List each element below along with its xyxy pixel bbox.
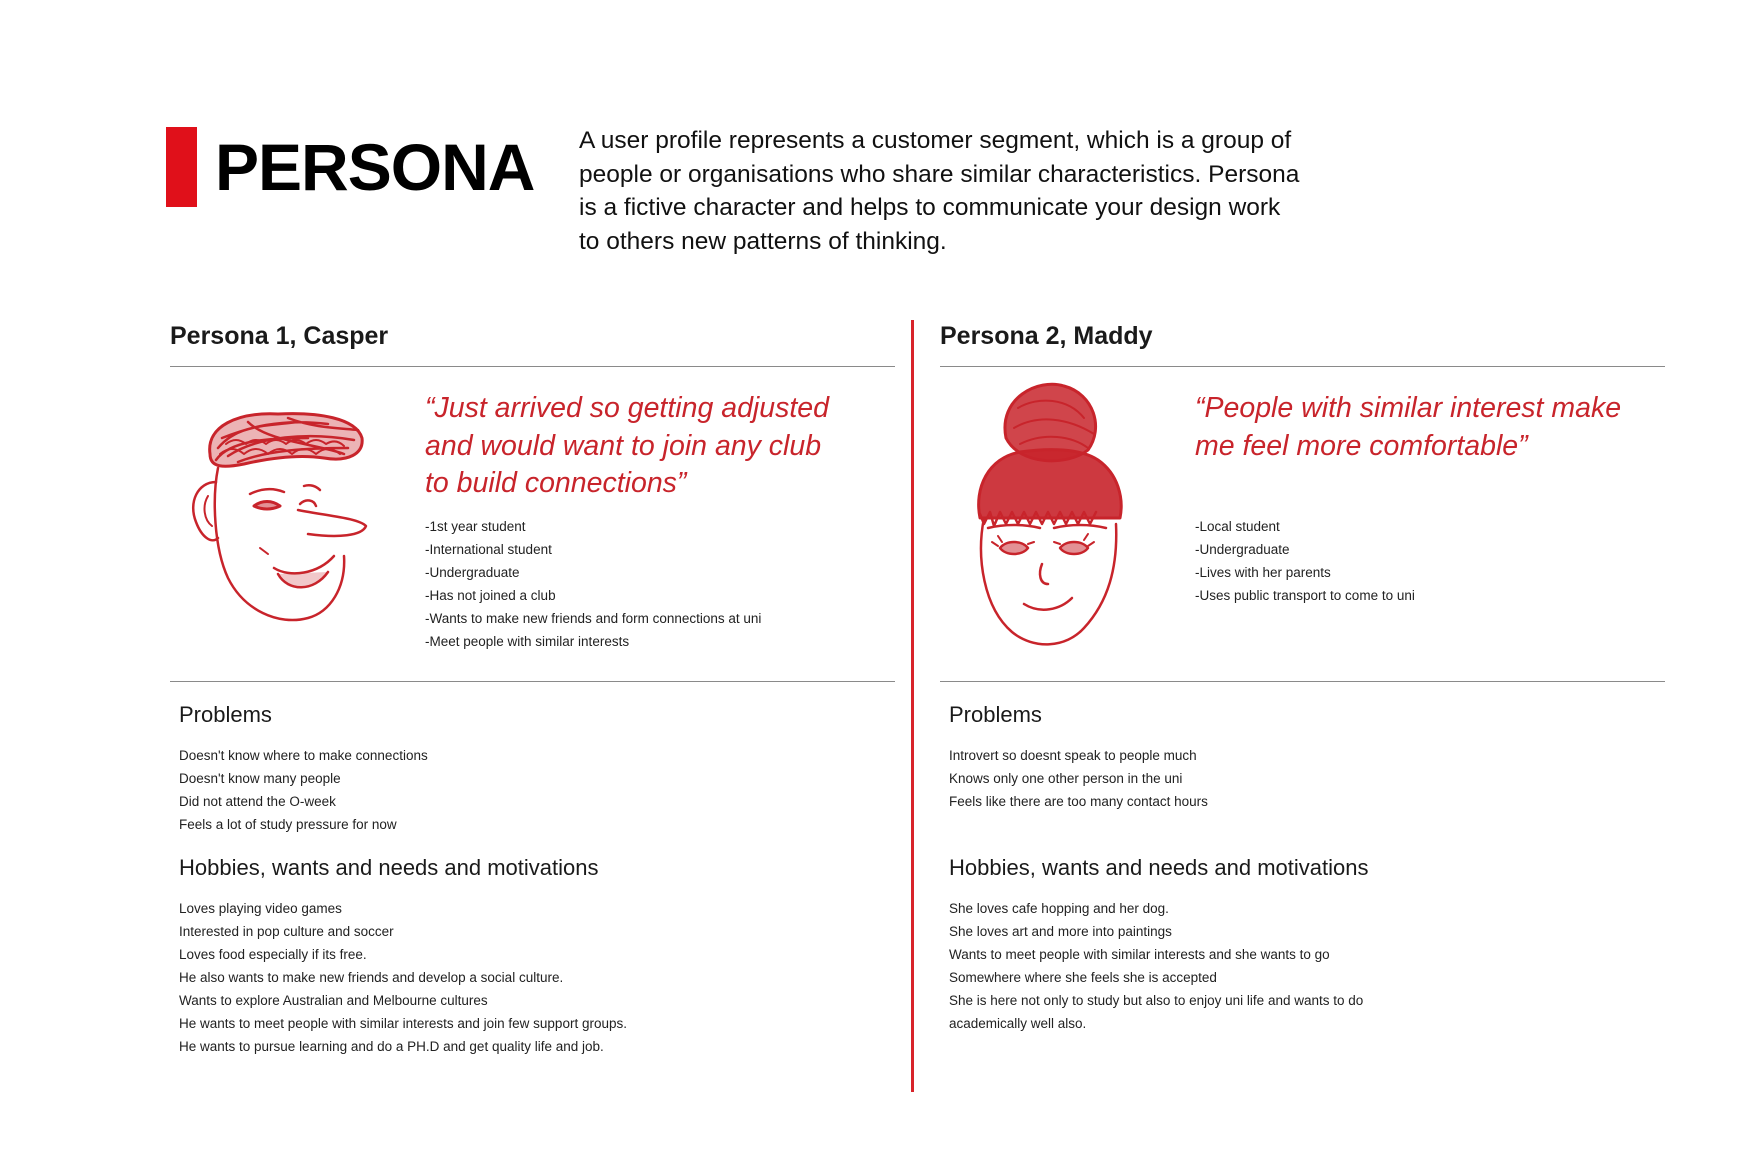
list-item: -Meet people with similar interests: [425, 634, 630, 649]
title-accent-bar: [166, 127, 197, 207]
problems-heading: Problems: [949, 702, 1042, 727]
list-item: -Undergraduate: [1195, 542, 1290, 557]
list-item: -1st year student: [425, 519, 526, 534]
list-item: Did not attend the O-week: [179, 794, 336, 809]
persona-card-maddy: [940, 320, 1665, 1090]
persona-section-rule: [940, 681, 1665, 682]
list-item: -Lives with her parents: [1195, 565, 1331, 580]
persona-card-casper: [170, 320, 895, 1090]
quote-line: to build connections”: [425, 467, 687, 499]
hobbies-list: [179, 897, 627, 1058]
persona-quote: [1195, 390, 1665, 465]
list-item: -Has not joined a club: [425, 588, 556, 603]
list-item: She loves art and more into paintings: [949, 924, 1172, 939]
persona-quote: [425, 390, 895, 503]
persona-header-rule: [170, 366, 895, 367]
list-item: Wants to explore Australian and Melbourne cultures: [179, 993, 488, 1008]
persona-name: Persona 1, Casper: [170, 322, 389, 350]
list-item: -Wants to make new friends and form connections at uni: [425, 611, 762, 626]
list-item: -Uses public transport to come to uni: [1195, 588, 1415, 603]
persona-traits-list: [425, 515, 761, 653]
list-item: She is here not only to study but also to enjoy uni life and wants to do: [949, 993, 1364, 1008]
list-item: academically well also.: [949, 1016, 1087, 1031]
list-item: Knows only one other person in the uni: [949, 771, 1183, 786]
list-item: Loves playing video games: [179, 901, 342, 916]
quote-line: me feel more comfortable”: [1195, 429, 1528, 462]
list-item: He also wants to make new friends and develop a social culture.: [179, 970, 564, 985]
problems-list: [179, 744, 428, 836]
hobbies-heading: Hobbies, wants and needs and motivations: [949, 855, 1369, 880]
hobbies-heading: Hobbies, wants and needs and motivations: [179, 855, 599, 880]
list-item: Interested in pop culture and soccer: [179, 924, 394, 939]
list-item: Introvert so doesnt speak to people much: [949, 748, 1197, 763]
male-face-sketch-icon: [178, 378, 378, 648]
list-item: -International student: [425, 542, 552, 557]
persona-column-divider: [911, 320, 914, 1092]
intro-line: A user profile represents a customer segment, which is a group of: [579, 127, 1292, 154]
list-item: -Local student: [1195, 519, 1280, 534]
list-item: She loves cafe hopping and her dog.: [949, 901, 1169, 916]
list-item: Somewhere where she feels she is accepted: [949, 970, 1217, 985]
list-item: Loves food especially if its free.: [179, 947, 367, 962]
persona-name: Persona 2, Maddy: [940, 322, 1153, 350]
list-item: Feels a lot of study pressure for now: [179, 817, 397, 832]
list-item: Feels like there are too many contact hours: [949, 794, 1208, 809]
persona-header-rule: [940, 366, 1665, 367]
list-item: -Undergraduate: [425, 565, 520, 580]
persona-traits-list: [1195, 515, 1415, 607]
quote-line: “People with similar interest make: [1195, 392, 1622, 424]
list-item: He wants to meet people with similar interests and join few support groups.: [179, 1016, 627, 1031]
list-item: Doesn't know where to make connections: [179, 748, 428, 763]
intro-line: people or organisations who share similar characteristics. Persona: [579, 160, 1300, 188]
persona-section-rule: [170, 681, 895, 682]
problems-list: [949, 744, 1208, 813]
page-title: PERSONA: [215, 130, 535, 204]
intro-line: is a fictive character and helps to communicate your design work: [579, 194, 1281, 221]
female-face-sketch-icon: [948, 378, 1148, 648]
quote-line: and would want to join any club: [425, 429, 822, 462]
list-item: He wants to pursue learning and do a PH.D and get quality life and job.: [179, 1039, 604, 1054]
quote-line: “Just arrived so getting adjusted: [425, 392, 829, 424]
intro-paragraph: [579, 124, 1339, 258]
list-item: Doesn't know many people: [179, 771, 341, 786]
intro-line: to others new patterns of thinking.: [579, 227, 947, 255]
list-item: Wants to meet people with similar interests and she wants to go: [949, 947, 1330, 962]
hobbies-list: [949, 897, 1363, 1035]
problems-heading: Problems: [179, 702, 272, 727]
